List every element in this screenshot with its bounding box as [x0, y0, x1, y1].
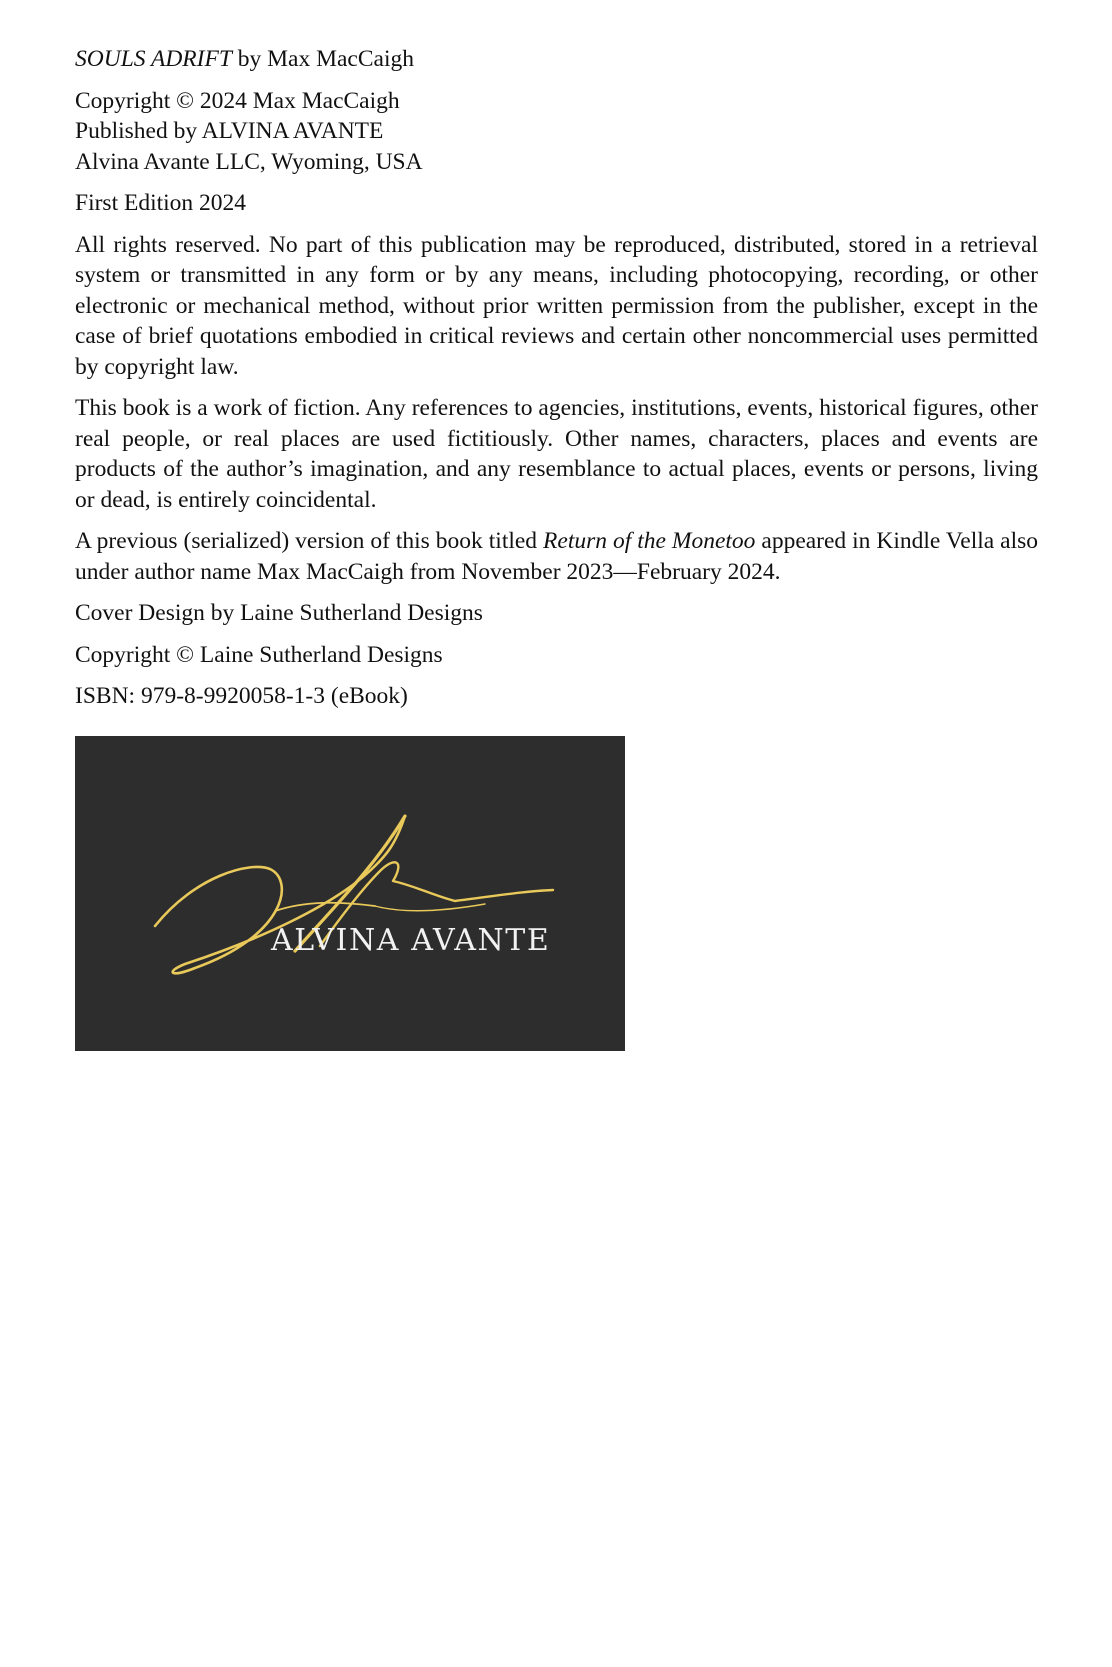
cover-copyright-line: Copyright © Laine Sutherland Designs	[75, 641, 443, 668]
isbn-line: ISBN: 979-8-9920058-1-3 (eBook)	[75, 683, 408, 709]
title-line	[75, 44, 1038, 75]
previous-version-text-before: A previous (serialized) version of this book titled	[75, 528, 544, 554]
copyright-page	[75, 44, 1038, 723]
copyright-line: Copyright © 2024 Max MacCaigh	[75, 87, 400, 114]
edition-line: First Edition 2024	[75, 190, 247, 216]
previous-version-title: Return of the Monetoo	[543, 528, 756, 554]
publisher-location-line: Alvina Avante LLC, Wyoming, USA	[75, 148, 423, 175]
book-title: SOULS ADRIFT	[75, 46, 232, 72]
signature-flourish-icon	[75, 736, 625, 1051]
previous-version-paragraph	[75, 526, 1038, 587]
publisher-logo	[75, 736, 625, 1051]
copyright-block	[75, 86, 1038, 178]
publisher-logo-text: ALVINA AVANTE	[271, 923, 551, 958]
fiction-notice-paragraph: This book is a work of fiction. Any references to agencies, institutions, events, historical figures, other real people, or real places are used fictitiously. Other names, characters, places and events are products of the author’s imagination, and any resemblance to actual places, events or persons, living or dead, is entirely coincidental.	[75, 395, 1038, 513]
rights-paragraph: All rights reserved. No part of this publication may be reproduced, distributed, stored in a retrieval system or transmitted in any form or by any means, including photocopying, recording, or other electronic or mechanical method, without prior written permission from the publisher, except in the case of brief quotations embodied in critical reviews and certain other noncommercial uses permitted by copyright law.	[75, 231, 1038, 380]
publisher-line: Published by ALVINA AVANTE	[75, 118, 384, 144]
cover-design-line: Cover Design by Laine Sutherland Designs	[75, 600, 483, 626]
previous-version-text-after: appeared in Kindle Vella also under author name Max MacCaigh from November 2023—February 2024.	[75, 528, 1039, 585]
author-byline: by Max MacCaigh	[231, 46, 414, 72]
